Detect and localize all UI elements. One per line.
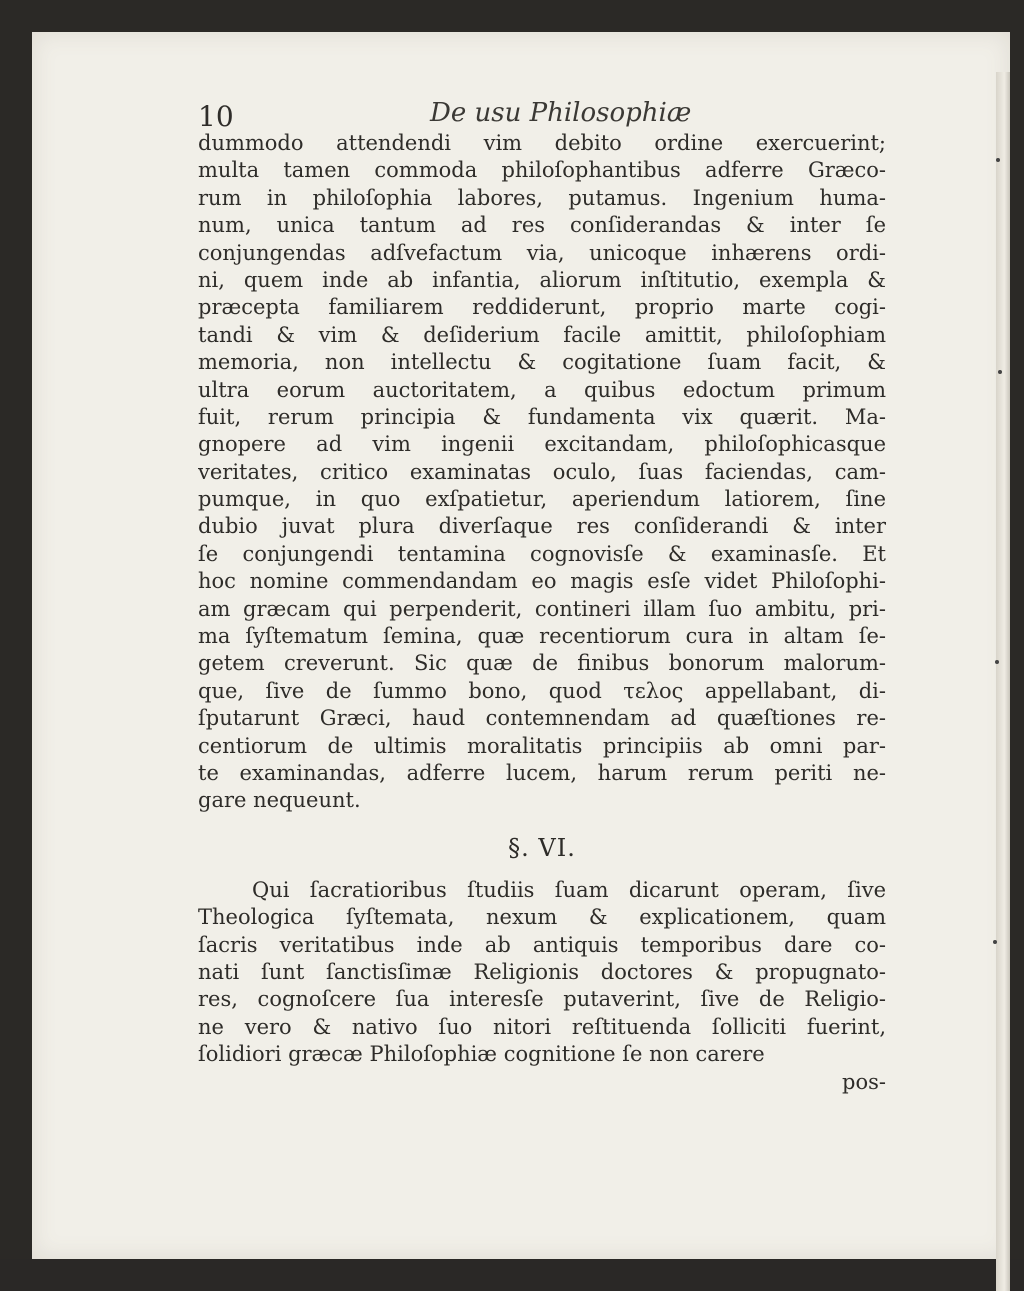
text-line: res, cognoſcere ſua interesſe putaverint, ſive de Religio- [198, 987, 886, 1012]
text-line: que, ſive de ſummo bono, quod τελος appellabant, di- [198, 678, 886, 703]
text-line: ſe conjungendi tentamina cognovisſe & examinasſe. Et [198, 541, 886, 566]
text-line: ni, quem inde ab infantia, aliorum inſtitutio, exempla & [198, 267, 886, 292]
text-line: tandi & vim & deſiderium facile amittit, philoſophiam [198, 322, 886, 347]
text-line: centiorum de ultimis moralitatis principiis ab omni par- [198, 733, 886, 758]
section-heading: §. VI. [508, 833, 576, 862]
text-line: memoria, non intellectu & cogitatione ſuam facit, & [198, 350, 886, 375]
body-text [198, 130, 886, 1096]
paragraph-1 [198, 130, 886, 815]
text-line: ne vero & nativo ſuo nitori reſtituenda ſolliciti fuerint, [198, 1014, 886, 1039]
text-line: am græcam qui perpenderit, contineri illam ſuo ambitu, pri- [198, 596, 886, 621]
text-line: ſolidiori græcæ Philoſophiæ cognitione ſe non carere [198, 1042, 765, 1067]
text-line: præcepta familiarem reddiderunt, proprio marte cogi- [198, 295, 886, 320]
text-line: fuit, rerum principia & fundamenta vix quærit. Ma- [198, 404, 886, 429]
text-line: hoc nomine commendandam eo magis esſe videt Philoſophi- [198, 569, 886, 594]
text-line: num, unica tantum ad res conſiderandas & inter ſe [198, 213, 886, 238]
text-line: dubio juvat plura diverſaque res conſiderandi & inter [198, 514, 886, 539]
margin-mark [995, 660, 999, 664]
page-number: 10 [198, 100, 234, 133]
text-line: pumque, in quo exſpatietur, aperiendum latiorem, ſine [198, 487, 886, 512]
margin-mark [998, 370, 1002, 374]
paragraph-2 [198, 877, 886, 1069]
text-line: ſacris veritatibus inde ab antiquis temporibus dare co- [198, 932, 886, 957]
text-line: nati ſunt ſanctisſimæ Religionis doctores & propugnato- [198, 959, 886, 984]
text-line: multa tamen commoda philoſophantibus adferre Græco- [198, 158, 886, 183]
text-line: veritates, critico examinatas oculo, ſuas faciendas, cam- [198, 459, 886, 484]
text-line: Qui ſacratioribus ſtudiis ſuam dicarunt operam, ſive [252, 877, 886, 902]
page-edge-shadow [996, 72, 1010, 1291]
margin-mark [996, 158, 1000, 162]
catchword: pos- [842, 1069, 886, 1094]
text-line: ultra eorum auctoritatem, a quibus edoctum primum [198, 377, 886, 402]
text-line: rum in philoſophia labores, putamus. Ingenium huma- [198, 185, 886, 210]
text-line: ſputarunt Græci, haud contemnendam ad quæſtiones re- [198, 706, 886, 731]
text-line: conjungendas adſvefactum via, unicoque inhærens ordi- [198, 240, 886, 265]
text-line: te examinandas, adferre lucem, harum rerum periti ne- [198, 760, 886, 785]
text-line: getem creverunt. Sic quæ de finibus bonorum malorum- [198, 651, 886, 676]
text-line: dummodo attendendi vim debito ordine exercuerint; [198, 131, 886, 155]
text-line: Theologica ſyſtemata, nexum & explicationem, quam [198, 905, 886, 930]
running-head: De usu Philosophiæ [430, 98, 692, 128]
text-line: ma ſyſtematum ſemina, quæ recentiorum cura in altam ſe- [198, 624, 886, 649]
margin-mark [993, 940, 997, 944]
text-line: gare nequeunt. [198, 788, 361, 813]
text-line: gnopere ad vim ingenii excitandam, philoſophicasque [198, 432, 886, 457]
